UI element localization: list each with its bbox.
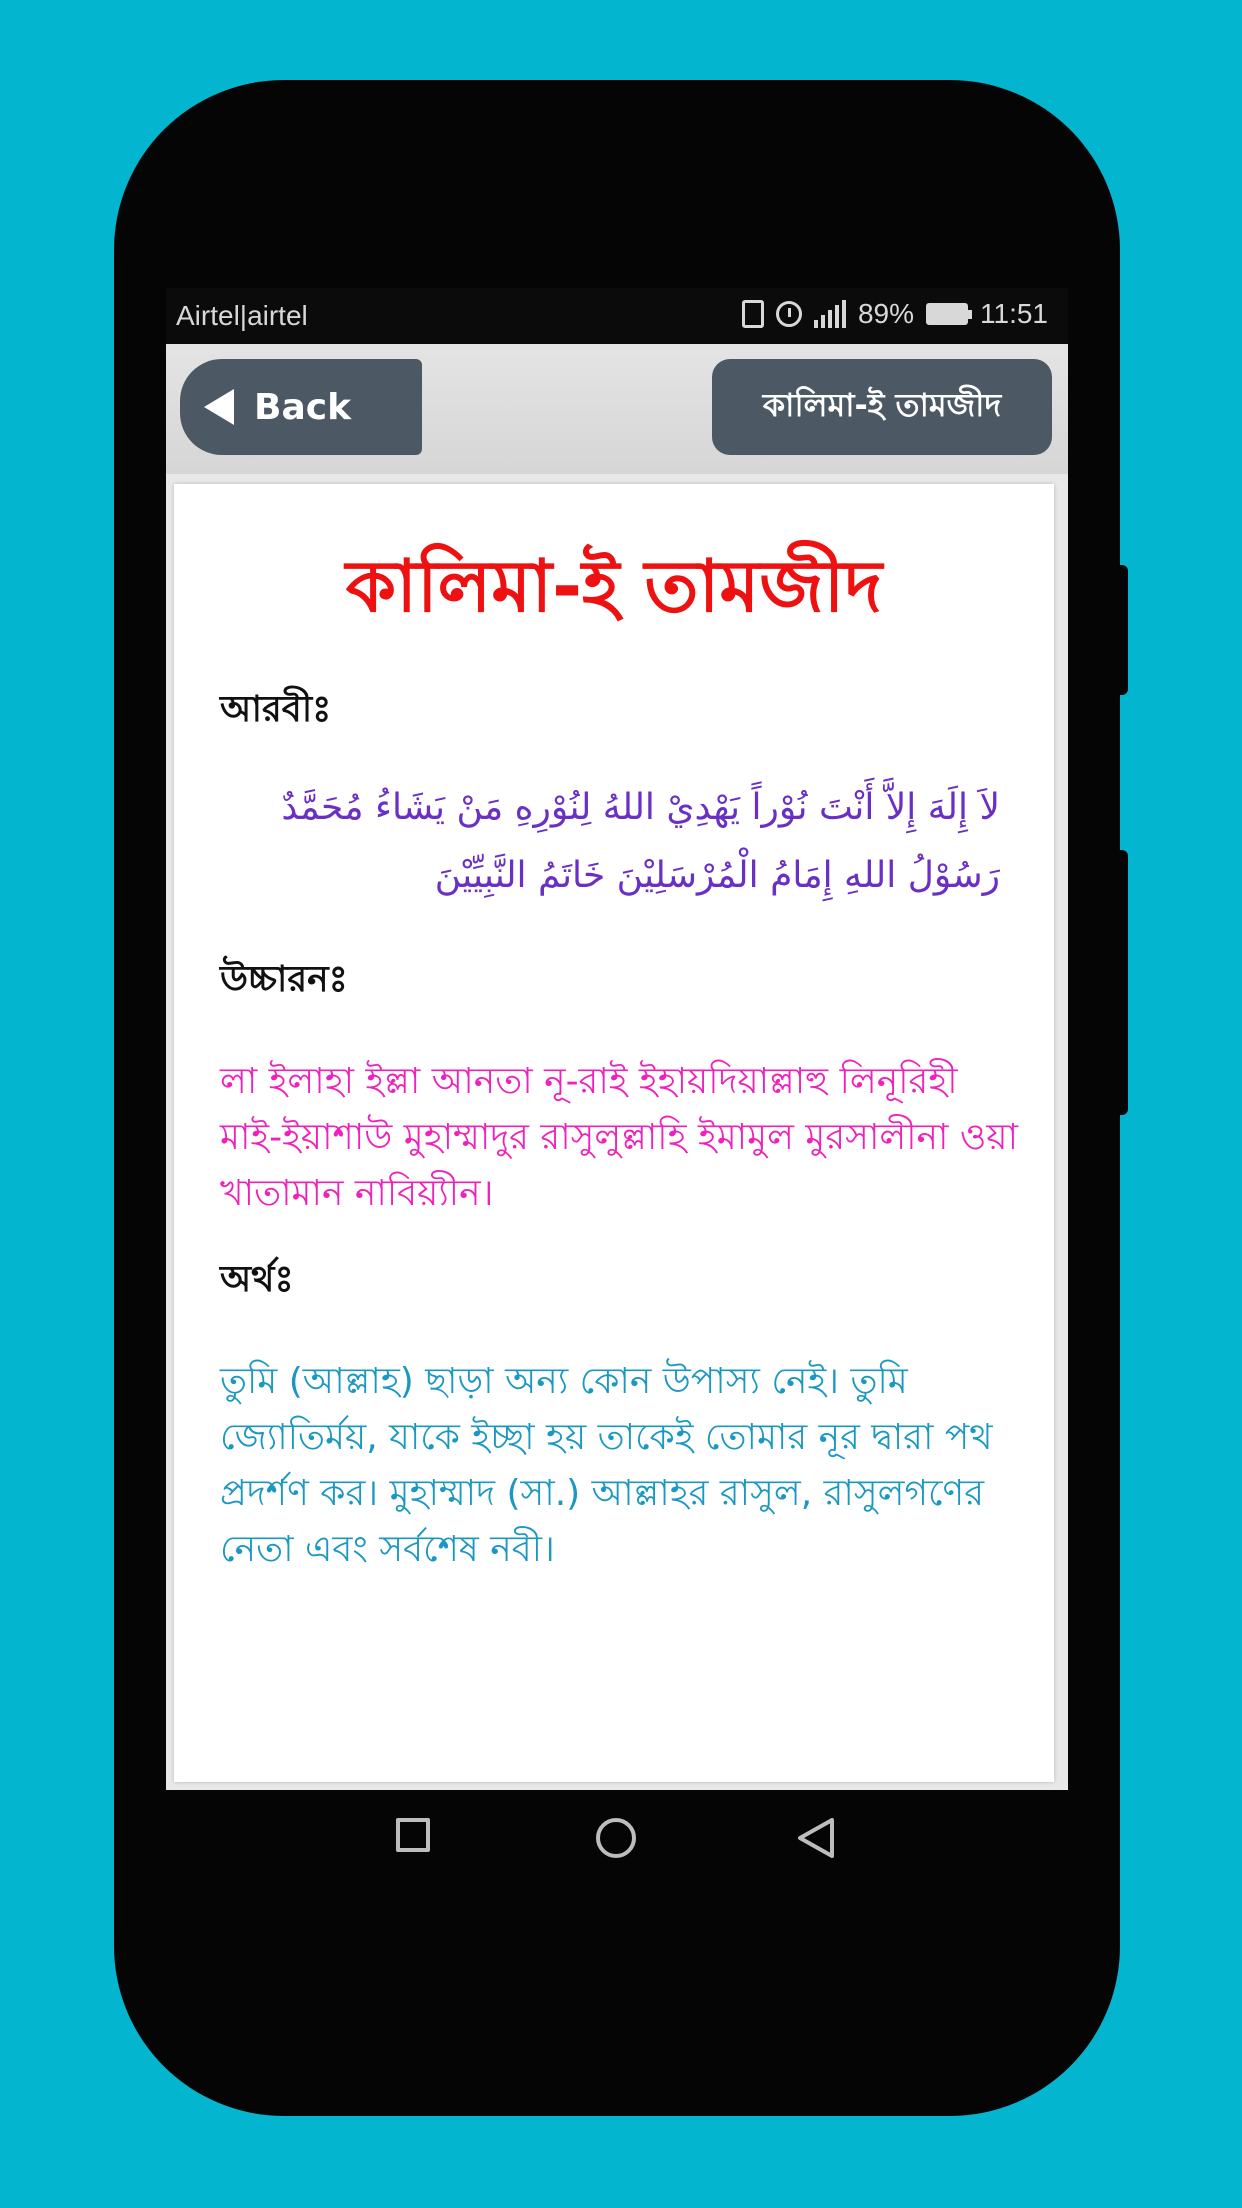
arabic-text: لاَ إِلَهَ إِلاَّ أَنْتَ نُوْراً يَهْدِيْ اللهُ لِنُوْرِهِ مَنْ يَشَاءُ مُحَمَّدٌ رَسُوْلُ اللهِ إِمَامُ الْمُرْسَلِيْنَ خَاتَمُ النَّبِيِّيْنَ [281,787,1000,896]
toolbar [166,344,1068,474]
power-button [1118,565,1128,695]
vibrate-icon [742,300,764,328]
back-button-label: Back [254,386,352,428]
home-circle-icon[interactable] [596,1818,636,1858]
navigation-bar [166,1790,1068,1880]
title-button-label: কালিমা-ই তামজীদ [762,386,1002,424]
meaning-text: তুমি (আল্লাহ) ছাড়া অন্য কোন উপাস্য নেই। তুমি জ্যোতির্ময়, যাকে ইচ্ছা হয় তাকেই তোমার নূর দ্বারা পথ প্রদর্শণ কর। মুহাম্মাদ (সা.) আল্লাহর রাসুল, রাসুলগণের নেতা এবং সর্বশেষ নবী। [220,1361,993,1570]
arabic-label: আরবীঃ [220,689,332,730]
carrier-name: Airtel|airtel [176,300,308,331]
screen [166,288,1068,1790]
recents-square-icon[interactable] [396,1818,430,1852]
pronunciation-text: লা ইলাহা ইল্লা আনতা নূ-রাই ইহায়দিয়াল্লাহু লিনূরিহী মাই-ইয়াশাউ মুহাম্মাদুর রাসুলুল্লাহি ইমামুল মুরসালীনা ওয়া খাতামান নাবিয়্যীন। [220,1061,1019,1214]
page-title: কালিমা-ই তামজীদ [345,544,883,628]
battery-percent: 89% [857,298,914,329]
back-button[interactable] [180,359,422,455]
volume-button [1118,850,1128,1115]
alarm-icon [776,301,802,327]
meaning-label: অর্থঃ [220,1259,294,1300]
status-icons [742,298,1048,330]
back-triangle-icon[interactable] [796,1816,836,1860]
pronunciation-label: উচ্চারনঃ [220,959,348,1000]
back-arrow-icon [204,389,234,425]
status-bar [166,288,1068,344]
battery-charging-icon: + [926,303,968,325]
content-card [174,484,1054,1782]
title-button[interactable] [712,359,1052,455]
clock: 11:51 [980,298,1048,329]
signal-icon [814,300,846,328]
